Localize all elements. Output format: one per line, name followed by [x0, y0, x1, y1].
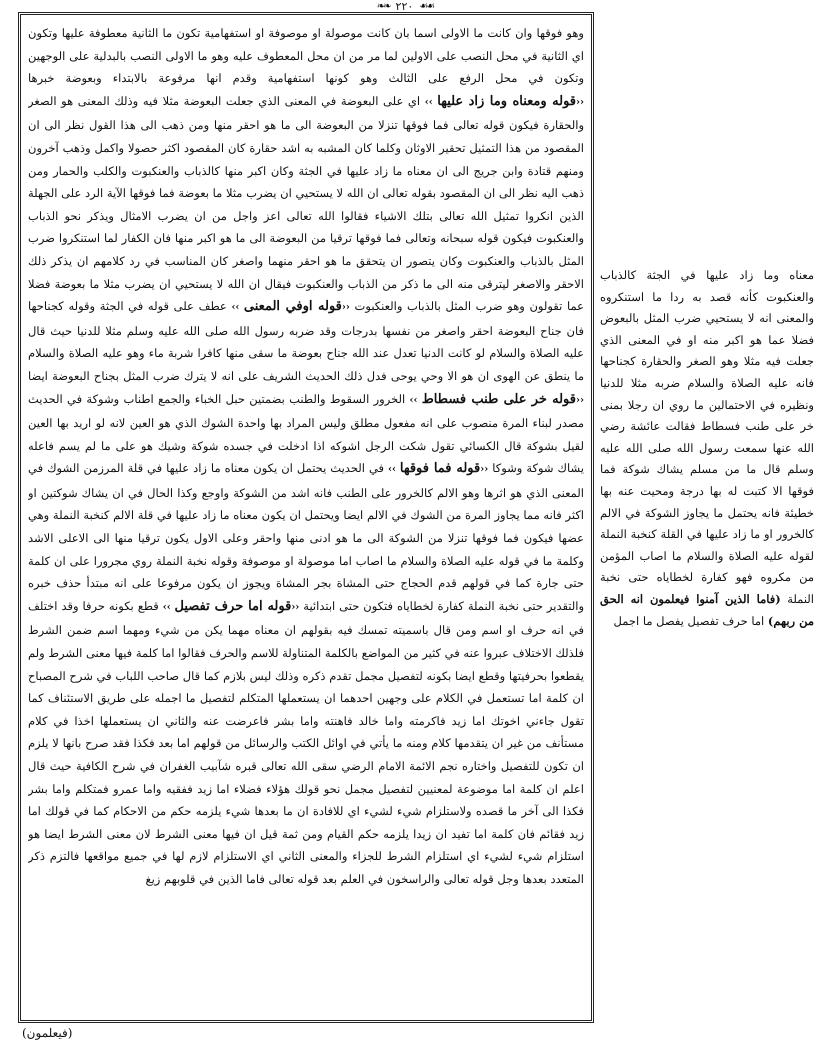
- paragraph-text: وهو فوقها وان كانت ما الاولى اسما بان كانت موصولة او موصوفة او استفهامية تكون ما الثانية معطوفة عليها وتكون اي الثانية في محل النصب على الاولين لما مر من ان محل المعطوف عليه وهو ما الاولى النصب بالبدلية على الوجهين وتكون في محل الرفع على الثالث وهو كونها استفهامية وقدم انها مرفوعة بالابتداء وبعوضة خبرها: [28, 26, 584, 86]
- lemma-heading: ‹‹ قوله فما فوقها ››: [388, 461, 488, 476]
- page-number: ٢٢٠: [395, 0, 414, 13]
- margin-commentary: [600, 265, 814, 765]
- page-header: [330, 0, 480, 12]
- paragraph-text: قطع بكونه حرفا وقد اختلف في انه حرف او اسم ومن قال باسميته تمسك فيه بقولهم ان معناه مهما يكن من شيء ومهما اسم ضمن الشرط فلذلك الاختلاف عبروا عنه في كثير من المواضع بالكلمة المتناولة للاسم والحرف فقالوا اما كلمة فيها معنى الشرط ولم يقطعوا بحرفيتها وقطع ايضا بكونه لتفصيل مجمل تقدم ذكره وذلك ليس بلازم كما قال صاحب اللباب في شرح المصباح ان كلمة اما تستعمل في الكلام على وجهين احدهما ان يستعملها المتكلم لتفصيل ما اجمله على طريق الاستئناف كما تقول جاءني اخوتك اما زيد فاكرمته واما خالد فاهنته واما بشر فاعرضت عنه والثاني ان يستعملها اخذا في كلام مستأنف من غير ان يتقدمها كلام ومنه ما يأتي في اوائل الكتب والرسائل من قولهم اما بعد فكذا فقد صرح بانها لا يلزم ان تكون للتفصيل واختاره نجم الائمة الامام الرضي سقى الله تعالى قبره شآبيب الغفران في شرح الكافية حيث قال اعلم ان كلمة اما موضوعة لمعنيين لتفصيل مجمل نحو قولك هؤلاء فضلاء اما زيد ففقيه واما عمرو فمتكلم واما بشر فكذا الى آخر ما قصده ولاستلزام شيء لشيء اي للافادة ان ما بعدها شيء يلزمه حكم من الاحكام كما في قولك اما زيد فقائم فان كلمة اما تفيد ان زيدا يلزمه حكم القيام ومن ثمة قيل ان فيها معنى الشرط لان معنى الشرط ايضا هو استلزام شيء لشيء اي استلزام الشرط للجزاء والمعنى الثاني اي الاستلزام لازم لها في جميع مواقعها فالتزم ذكر المتعدد بعدها وجل قوله تعالى والراسخون في العلم بعد قوله تعالى فاما الذين في قلوبهم زيغ: [28, 598, 584, 886]
- paragraph-text: في الحديث يحتمل ان يكون معناه ما زاد عليها في قلة المرزمن الشوك في المعنى الذي هو اثرها وهو الالم كالخرور على الطنب فانه اشد من الشوكة واوجع وكذا الحال في ان يشاك شوكتين او اكثر فانه مما يجاوز المرة من الشوك في الالم ايضا ويحتمل ان يكون معناه ما زاد عليها في قلة الالم كنخبة النملة وهي عضها فيكون فما فوقها تنزلا من الشوكة الى ما هو ادنى منها واحقر وعلى الاول يكون ترقيا منها الى الاعلى الاشد وكلمة ما في قوله عليه الصلاة والسلام ما اصاب اما موصولة او موصوفة وقوله نخبة النملة روي مجرورا على ان كلمة حتى جارة كما في قولهم قدم الحجاج حتى المشاة بجر المشاة ويجوز ان يكون مرفوعا على انه مبتدأ حذف خبره والتقدير حتى نخبة النملة كفارة لخطاياه فتكون حتى ابتدائية: [28, 461, 584, 613]
- paragraph-text: اي على البعوضة في المعنى الذي جعلت البعوضة مثلا فيه وذلك المعنى هو الصغر والحقارة فيكون قوله تعالى فما فوقها تنزلا من البعوضة الى ما هو احقر منها ومن ذهب الى هذا القول نظر الى ان المقصود من هذا التمثيل تحقير الاوثان وكلما كان المشبه به اشد حقارة كان المقصود اكثر حصولا واكمل وذهب آخرون ومنهم قتادة وابن جريج الى ان معناه ما زاد عليها في الجثة وكان اكبر منها كالذباب والعنكبوت والكلب والحمار ومن ذهب اليه نظر الى ان المقصود بقوله تعالى ان الله لا يستحيي ان يضرب مثلا ما بعوضة فما فوقها الآية الرد على الجهلة الذين انكروا تمثيل الله تعالى بتلك الاشياء فقالوا الله تعالى اعز واجل من ان يضرب الامثال ويذكر نحو الذباب والعنكبوت فيكون قوله سبحانه وتعالى فما فوقها ترقيا من البعوضة الى ما هو اكبر منها فان الكفار لما استنكروا ضرب المثل بالذباب والعنكبوت وكان يتصور ان يتحقق ما هو احقر منهما واصغر كان المناسب في رد كلامهم ان يذكر ذلك الاحقر والاصغر ليترقى منه الى ما ذكر من الذباب والعنكبوت فيقال ان الله لا يستحيي ان يضرب مثلا ما بعوضة فضلا عما تقولون وهو ضرب المثل بالذباب والعنكبوت: [28, 93, 584, 314]
- main-commentary: [28, 22, 584, 1014]
- main-text-frame: [18, 12, 594, 1023]
- lemma-heading: ‹‹ قوله خر على طنب فسطاط ››: [410, 392, 584, 407]
- ornament-left-icon: ❧❧: [376, 0, 390, 12]
- paragraph-text: الخرور السقوط والطنب بضمتين حبل الخباء والجمع اطناب وشوكة في الحديث مصدر لبناء المرة منصوب على انه مفعول مطلق وليس المراد بها واحدة الشوك الذي هو العين لانه لو اريد بها العين لقيل بشوكة قال الكسائي تقول شكت الرجل اشوكه اذا ادخلت في جسده شوكة وشيك هو على ما لم يسم فاعله يشاك شوكة وشوكا: [28, 391, 584, 476]
- margin-text: معناه وما زاد عليها في الجثة كالذباب والعنكبوت كأنه قصد به ردا ما استنكروه والمعنى انه لا يستحيي ضرب المثل بالبعوض فضلا عما هو اكبر منه او في المعنى الذي جعلت فيه مثلا وهو الصغر والحقارة كجناحها فانه عليه الصلاة والسلام ضربه مثلا للدنيا ونظيره في الاحتمالين ما روي ان رجلا بمنى خر على طنب فسطاط فقالت عائشة رضي الله عنها سمعت رسول الله صلى الله عليه وسلم قال ما من مسلم يشاك شوكة فما فوقها الا كتبت له بها درجة ومحيت عنه بها خطيئة فانه يحتمل ما يجاوز الشوكة في الالم كالخرور او ما زاد عليها في القلة كنخبة النملة لقوله عليه الصلاة والسلام ما اصاب المؤمن من مكروه فهو كفارة لخطاياه حتى نخبة النملة: [600, 268, 814, 606]
- lemma-heading: ‹‹ قوله ومعناه وما زاد عليها ››: [425, 94, 584, 109]
- lemma-heading: ‹‹ قوله اوفي المعنى ››: [231, 299, 349, 314]
- paragraph-text: عطف على قوله في الجثة وقوله كجناحها فان جناح البعوضة احقر واصغر من نفسها بدرجات وقد ضربه رسول الله صلى الله عليه وسلم مثلا للدنيا حيث قال عليه الصلاة والسلام لو كانت الدنيا تعدل عند الله جناح بعوضة ما سقى منها كافرا شربة ماء وهو عليه الصلاة والسلام ما ينطق عن الهوى ان هو الا وحي يوحى فدل ذلك الحديث الشريف على انه لا يترك ضرب المثل بجناح البعوضة ايضا: [28, 299, 584, 383]
- margin-text-tail: اما حرف تفصيل يفصل ما اجمل: [613, 613, 765, 628]
- ornament-right-icon: ☙☙: [419, 0, 434, 12]
- lemma-heading: ‹‹ قوله اما حرف تفصيل ››: [163, 599, 300, 614]
- quranic-verse: (فاما الذين آمنوا فيعلمون انه الحق من ربهم): [600, 591, 814, 628]
- paragraph: [28, 22, 584, 891]
- catchword: (فيعلمون): [22, 1026, 73, 1040]
